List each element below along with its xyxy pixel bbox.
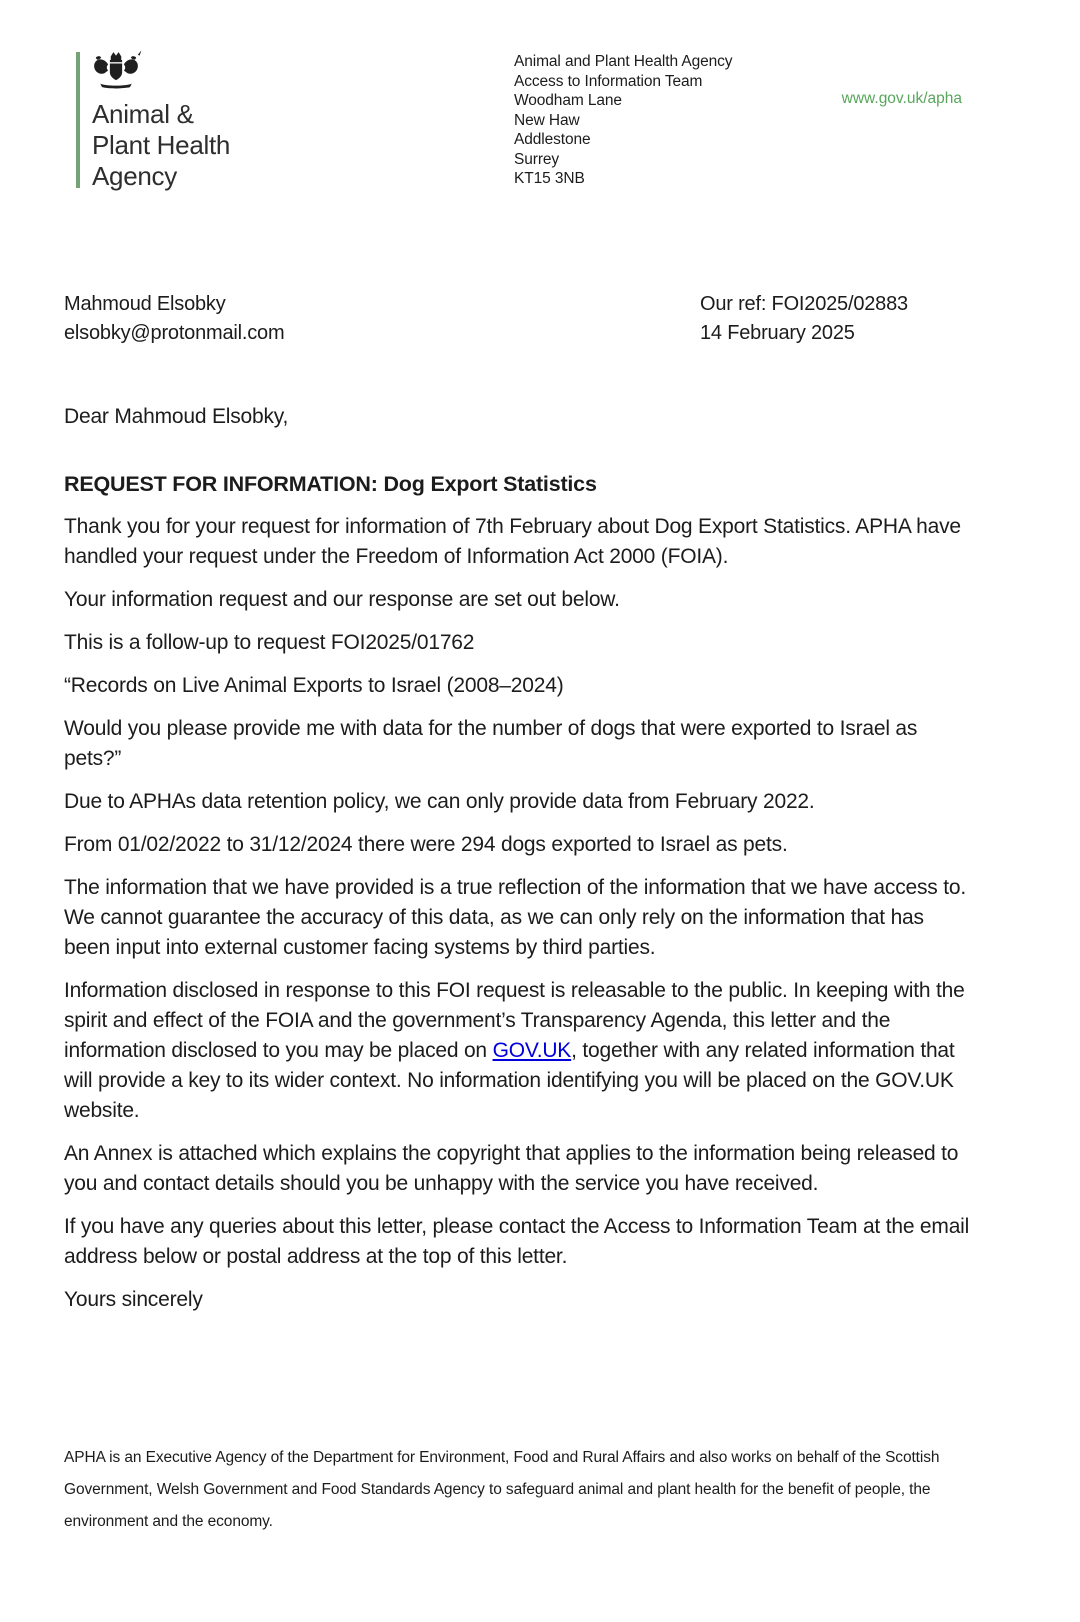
apha-website-link[interactable]: www.gov.uk/apha <box>841 90 962 107</box>
paragraph-transparency <box>64 976 970 1126</box>
sender-address-block <box>514 52 732 189</box>
our-ref: Our ref: FOI2025/02883 <box>700 293 908 315</box>
closing-sign-off: Yours sincerely <box>64 1288 203 1311</box>
sender-address-line: Animal and Plant Health Agency <box>514 53 733 70</box>
paragraph-queries: If you have any queries about this letter, please contact the Access to Information Team at the email address below or postal address at the top of this letter. <box>64 1215 970 1268</box>
recipient-name: Mahmoud Elsobky <box>64 293 226 315</box>
reference-block <box>700 290 908 348</box>
footer-disclaimer: APHA is an Executive Agency of the Department for Environment, Food and Rural Affairs and also works on behalf of the Scottish Government, Welsh Government and Food Standards Agency to safeguard animal and plant health for the benefit of people, the environment and the economy. <box>64 1449 940 1530</box>
paragraph-response-note: Your information request and our response are set out below. <box>64 588 620 611</box>
logotype-line-1: Animal & <box>92 99 194 129</box>
paragraph-thanks: Thank you for your request for information of 7th February about Dog Export Statistics. APHA have handled your request under the Freedom of Information Act 2000 (FOIA). <box>64 515 961 568</box>
paragraph-retention: Due to APHAs data retention policy, we can only provide data from February 2022. <box>64 790 815 813</box>
sender-address-line: New Haw <box>514 111 580 129</box>
recipient-email: elsobky@protonmail.com <box>64 322 285 344</box>
logotype-line-3: Agency <box>92 161 177 191</box>
transparency-text-after: , together with any related information that will provide a key to its wider context. No information identifying you will be placed on the GOV.UK website. <box>64 1039 955 1122</box>
agency-logotype <box>92 99 230 192</box>
sender-address-line: KT15 3NB <box>514 170 585 187</box>
govuk-link[interactable]: GOV.UK <box>492 1039 572 1062</box>
royal-crest-icon <box>88 48 144 105</box>
paragraph-data-answer: From 01/02/2022 to 31/12/2024 there were 294 dogs exported to Israel as pets. <box>64 833 788 856</box>
subject-heading: REQUEST FOR INFORMATION: Dog Export Statistics <box>64 472 597 496</box>
paragraph-annex: An Annex is attached which explains the copyright that applies to the information being released to you and contact details should you be unhappy with the service you have received. <box>64 1142 959 1195</box>
quote-request-question: Would you please provide me with data for the number of dogs that were exported to Israel as pets?” <box>64 717 918 770</box>
quote-request-title: “Records on Live Animal Exports to Israel (2008–2024) <box>64 674 564 697</box>
letter-body <box>64 402 970 1328</box>
transparency-text-before: Information disclosed in response to this FOI request is releasable to the public. In keeping with the spirit and effect of the FOIA and the government’s Transparency Agenda, this letter and the information disclosed to you may be placed on <box>64 979 965 1062</box>
logotype-line-2: Plant Health <box>92 130 231 160</box>
paragraph-accuracy: The information that we have provided is a true reflection of the information that we have access to. We cannot guarantee the accuracy of this data, as we can only rely on the information that has been input into external customer facing systems by third parties. <box>64 876 966 959</box>
paragraph-followup: This is a follow-up to request FOI2025/01762 <box>64 631 475 654</box>
recipient-block <box>64 290 284 348</box>
sender-address-line: Surrey <box>514 150 560 168</box>
letter-date: 14 February 2025 <box>700 322 855 344</box>
sender-address-line: Woodham Lane <box>514 92 622 109</box>
sender-address-line: Access to Information Team <box>514 72 703 90</box>
brand-green-bar <box>76 52 80 188</box>
salutation: Dear Mahmoud Elsobky, <box>64 405 289 428</box>
sender-address-line: Addlestone <box>514 131 591 148</box>
